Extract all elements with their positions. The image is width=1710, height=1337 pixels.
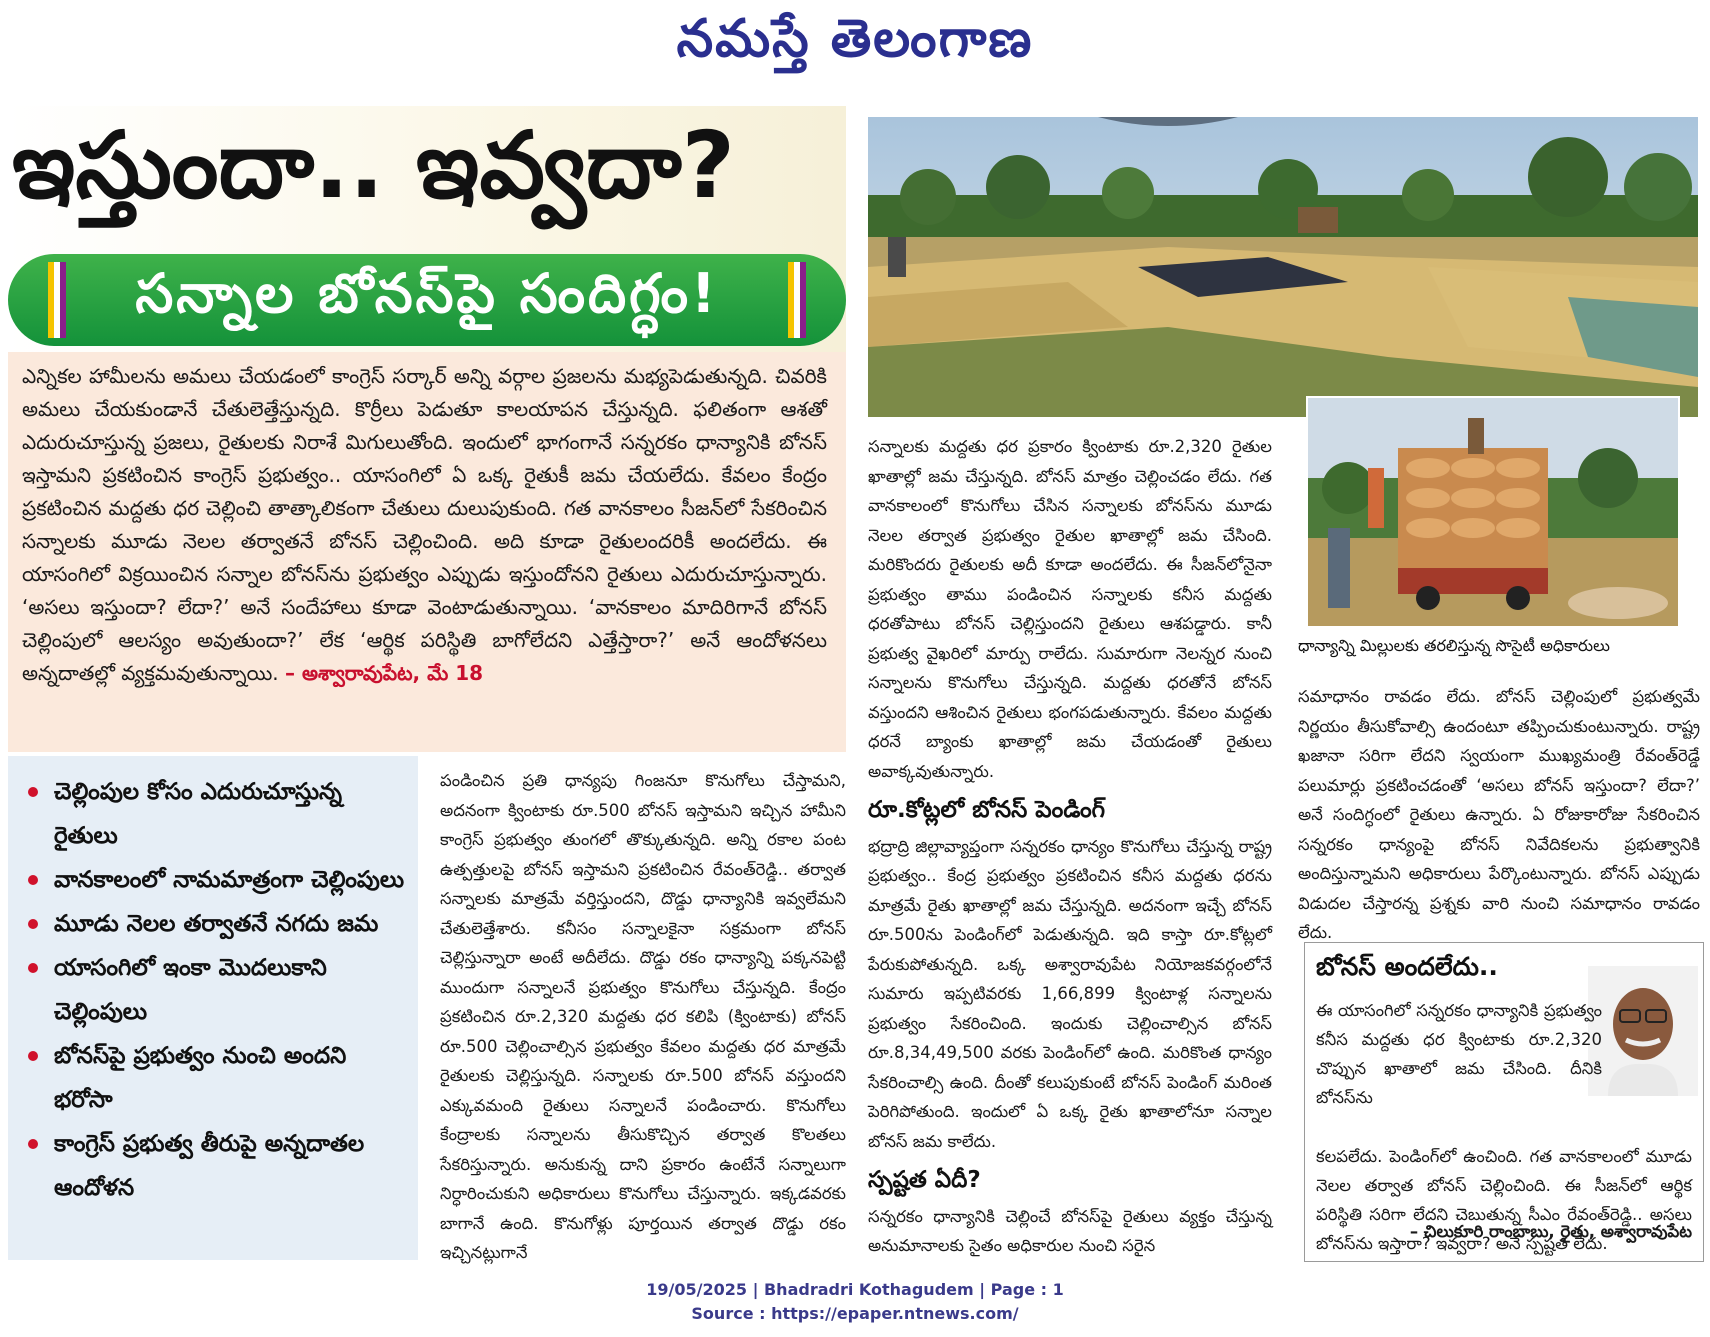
highlights-list [22, 770, 412, 1210]
photo-caption: ధాన్యాన్ని మిల్లులకు తరలిస్తున్న సొసైటీ అధికారులు [1298, 636, 1610, 655]
highlight-item: చెల్లింపుల కోసం ఎదురుచూస్తున్న రైతులు [22, 770, 412, 858]
bullet-dot-icon [28, 919, 38, 929]
field-photo-icon [868, 117, 1698, 417]
bullet-dot-icon [28, 1051, 38, 1061]
masthead: నమస్తే తెలంగాణ [676, 8, 1034, 69]
bullet-dot-icon [28, 787, 38, 797]
article-column-1 [440, 766, 846, 1268]
lead-paragraph [22, 360, 827, 690]
paddy-drying-photo [868, 117, 1698, 417]
dateline: – అశ్వారావుపేట, మే 18 [285, 661, 484, 685]
footer-source: Source : https://epaper.ntnews.com/ [691, 1304, 1019, 1323]
footer [0, 1278, 1710, 1326]
quote-title: బోనస్ అందలేదు.. [1316, 952, 1498, 981]
grain-truck-photo [1306, 396, 1680, 628]
lead-text: ఎన్నికల హామీలను అమలు చేయడంలో కాంగ్రెస్ సర్కార్ అన్ని వర్గాల ప్రజలను మభ్యపెడుతున్నది. చివరికి అమలు చేయకుండానే చేతులెత్తేస్తున్నది. కొర్రీలు పెడుతూ కాలయాపన చేస్తున్నది. ఫలితంగా ఆశతో ఎదురుచూస్తున్న ప్రజలు, రైతులకు నిరాశే మిగులుతోంది. ఇందులో భాగంగానే సన్నరకం ధాన్యానికి బోనస్ ఇస్తామని ప్రకటించిన కాంగ్రెస్ ప్రభుత్వం.. యాసంగిలో ఏ ఒక్క రైతుకీ జమ చేయలేదు. కేవలం కేంద్రం ప్రకటించిన మద్దతు ధర చెల్లించి తాత్కాలికంగా చేతులు దులుపుకుంది. గత వానకాలం సీజన్‌లో సేకరించిన సన్నాలకు మూడు నెలల తర్వాతనే బోనస్ చెల్లించింది. అది కూడా రైతులందరికీ అందలేదు. ఈ యాసంగిలో విక్రయించిన సన్నాల బోనస్‌ను ప్రభుత్వం ఎప్పుడు ఇస్తుందోనని రైతులు ఎదురుచూస్తున్నారు. ‘అసలు ఇస్తుందా? లేదా?’ అనే సందేహాలు కూడా వెంటాడుతున్నాయి. ‘వానకాలం మాదిరిగానే బోనస్ చెల్లింపులో ఆలస్యం అవుతుందా?’ లేక ‘ఆర్థిక పరిస్థితి బాగోలేదని ఎత్తేస్తారా?’ అనే ఆందోళనలు అన్నదాతల్లో వ్యక్తమవుతున్నాయి. [22, 364, 827, 685]
bullet-dot-icon [28, 875, 38, 885]
column-2-clarity-text: సన్నరకం ధాన్యానికి చెల్లించే బోనస్‌పై రైతులు వ్యక్తం చేస్తున్న అనుమానాలకు సైతం అధికారుల నుంచి సరైన [868, 1206, 1272, 1255]
highlight-item: వానకాలంలో నామమాత్రంగా చెల్లింపులు [22, 858, 412, 902]
headline: ఇస్తుందా.. ఇవ్వదా? [12, 112, 736, 219]
bullet-dot-icon [28, 1139, 38, 1149]
column-2-pending-text: భద్రాద్రి జిల్లావ్యాప్తంగా సన్నరకం ధాన్యం కొనుగోలు చేస్తున్న రాష్ట్ర ప్రభుత్వం.. కేంద్ర ప్రభుత్వం ప్రకటించిన కనీస మద్దతు ధరను మాత్రమే రైతు ఖాతాల్లో జమ చేస్తున్నది. అదనంగా ఇచ్చే బోనస్ రూ.500ను పెండింగ్‌లో పెడుతున్నది. ఇది కాస్తా రూ.కోట్లలో పేరుకుపోతున్నది. ఒక్క అశ్వారావుపేట నియోజకవర్గంలోనే సుమారు ఇప్పటివరకు 1,66,899 క్వింటాళ్ల సన్నాలను ప్రభుత్వం సేకరించింది. ఇందుకు చెల్లించాల్సిన బోనస్ రూ.8,34,49,500 వరకు పెండింగ్‌లో ఉంది. మరికొంత ధాన్యం సేకరించాల్సి ఉంది. దీంతో కలుపుకుంటే బోనస్ పెండింగ్ మరింత పెరిగిపోతుంది. ఇందులో ఏ ఒక్క రైతు ఖాతాలోనూ సన్నాల బోనస్ జమ కాలేదు. [868, 836, 1272, 1151]
quote-signature: – చిలుకూరి రాంబాబు, రైతు, అశ్వారావుపేట [1409, 1222, 1692, 1241]
article-column-2 [868, 432, 1272, 1261]
subheading-pending: రూ.కోట్లలో బోనస్ పెండింగ్ [868, 797, 1106, 823]
column-2-text: సన్నాలకు మద్దతు ధర ప్రకారం క్వింటాకు రూ.2,320 రైతుల ఖాతాల్లో జమ చేస్తున్నది. బోనస్ మాత్రం చెల్లించడం లేదు. గత వానకాలంలో కొనుగోలు చేసిన సన్నాలకు బోనస్‌ను మూడు నెలల తర్వాత ప్రభుత్వం రైతుల ఖాతాల్లో జమ చేసింది. మరికొందరు రైతులకు అదీ కూడా అందలేదు. ఈ సీజన్‌లోనైనా ప్రభుత్వం తాము పండించిన సన్నాలకు కనీస మద్దతు ధరతోపాటు బోనస్ చెల్లిస్తుందని రైతులు ఆశపడ్డారు. కానీ ప్రభుత్వ వైఖరిలో మార్పు రాలేదు. సుమారుగా నెలన్నర నుంచి సన్నాలను కొనుగోలు చేస్తున్నది. మద్దతు ధరతోనే బోనస్ వస్తుందని ఆశించిన రైతులు భంగపడుతున్నారు. కేవలం మద్దతు ధరనే బ్యాంకు ఖాతాల్లో జమ చేయడంతో రైతులు అవాక్కవుతున్నారు. [868, 437, 1272, 781]
farmer-avatar [1588, 966, 1698, 1096]
article-column-3 [1298, 682, 1700, 948]
truck-photo-icon [1308, 398, 1678, 626]
bullet-dot-icon [28, 963, 38, 973]
quote-text-1: ఈ యాసంగిలో సన్నరకం ధాన్యానికి ప్రభుత్వం కనీస మద్దతు ధర క్వింటాకు రూ.2,320 చొప్పున ఖాతాలో జమ చేసింది. దీనికి బోనస్‌ను [1316, 1001, 1602, 1107]
highlight-item: బోనస్‌పై ప్రభుత్వం నుంచి అందని భరోసా [22, 1034, 412, 1122]
quote-text-2: కలపలేదు. పెండింగ్‌లో ఉంచింది. గత వానకాలంలో మూడు నెలల తర్వాత బోనస్ చెల్లించింది. ఈ సీజన్‌లో ఆర్థిక పరిస్థితి సరిగా లేదని చెబుతున్న సీఎం రేవంత్‌రెడ్డి.. అసలు బోనస్‌ను ఇస్తారా? ఇవ్వరా? అనే స్పష్టత లేదు. [1316, 1147, 1692, 1253]
highlight-item: యాసంగిలో ఇంకా మొదలుకాని చెల్లింపులు [22, 946, 412, 1034]
subheadline: సన్నాల బోనస్‌పై సందిగ్ధం! [135, 262, 719, 325]
footer-edition: 19/05/2025 | Bhadradri Kothagudem | Page : 1 [646, 1280, 1064, 1299]
highlight-item: కాంగ్రెస్ ప్రభుత్వ తీరుపై అన్నదాతల ఆందోళన [22, 1122, 412, 1210]
highlight-item: మూడు నెలల తర్వాతనే నగదు జమ [22, 902, 412, 946]
column-1-text: పండించిన ప్రతి ధాన్యపు గింజనూ కొనుగోలు చేస్తామని, అదనంగా క్వింటాకు రూ.500 బోనస్ ఇస్తామని ఇచ్చిన హామీని కాంగ్రెస్ ప్రభుత్వం తుంగలో తొక్కుతున్నది. అన్ని రకాల పంట ఉత్పత్తులపై బోనస్ ఇస్తామని ప్రకటించిన రేవంత్‌రెడ్డి.. తర్వాత సన్నాలకు మాత్రమే వర్తిస్తుందని, దొడ్డు ధాన్యానికి ఇవ్వలేమని చేతులెత్తేశారు. కనీసం సన్నాలకైనా సక్రమంగా బోనస్ చెల్లిస్తున్నారా అంటే అదీలేదు. దొడ్డు రకం ధాన్యాన్ని పక్కనపెట్టి ముందుగా సన్నాలనే ప్రభుత్వం కొనుగోలు చేస్తున్నది. కేంద్రం ప్రకటించిన రూ.2,320 మద్దతు ధర కలిపి (క్వింటాకు) బోనస్ రూ.500 చెల్లించాల్సిన ప్రభుత్వం కేవలం మద్దతు ధర మాత్రమే రైతులకు చెల్లిస్తున్నది. సన్నాలకు రూ.500 బోనస్ వస్తుందని ఎక్కువమంది రైతులు సన్నాలనే పండించారు. కొనుగోలు కేంద్రాలకు సన్నాలను తీసుకొచ్చిన తర్వాత కొలతలు సేకరిస్తున్నారు. అనుకున్న దాని ప్రకారం ఉంటేనే సన్నాలుగా నిర్ధారించుకుని అధికారులు కొనుగోలు చేస్తున్నారు. ఇక్కడవరకు బాగానే ఉంది. కొనుగోళ్లు పూర్తయిన తర్వాత దొడ్డు రకం ఇచ్చినట్లుగానే [440, 771, 846, 1262]
farmer-portrait-icon [1588, 966, 1698, 1096]
subheading-clarity: స్పష్టత ఏదీ? [868, 1167, 981, 1193]
column-3-text: సమాధానం రావడం లేదు. బోనస్ చెల్లింపులో ప్రభుత్వమే నిర్ణయం తీసుకోవాల్సి ఉందంటూ తప్పించుకుంటున్నారు. రాష్ట్ర ఖజానా సరిగా లేదని స్వయంగా ముఖ్యమంత్రి రేవంత్‌రెడ్డే పలుమార్లు ప్రకటించడంతో ‘అసలు బోనస్ ఇస్తుందా? లేదా?’ అనే సందిగ్ధంలో రైతులు ఉన్నారు. ఏ రోజుకారోజు సేకరించిన సన్నరకం ధాన్యంపై బోనస్ నివేదికలను ప్రభుత్వానికి అందిస్తున్నామని అధికారులు పేర్కొంటున్నారు. బోనస్ ఎప్పుడు విడుదల చేస్తారన్న ప్రశ్నకు వారి నుంచి సమాధానం రావడం లేదు. [1298, 687, 1700, 942]
